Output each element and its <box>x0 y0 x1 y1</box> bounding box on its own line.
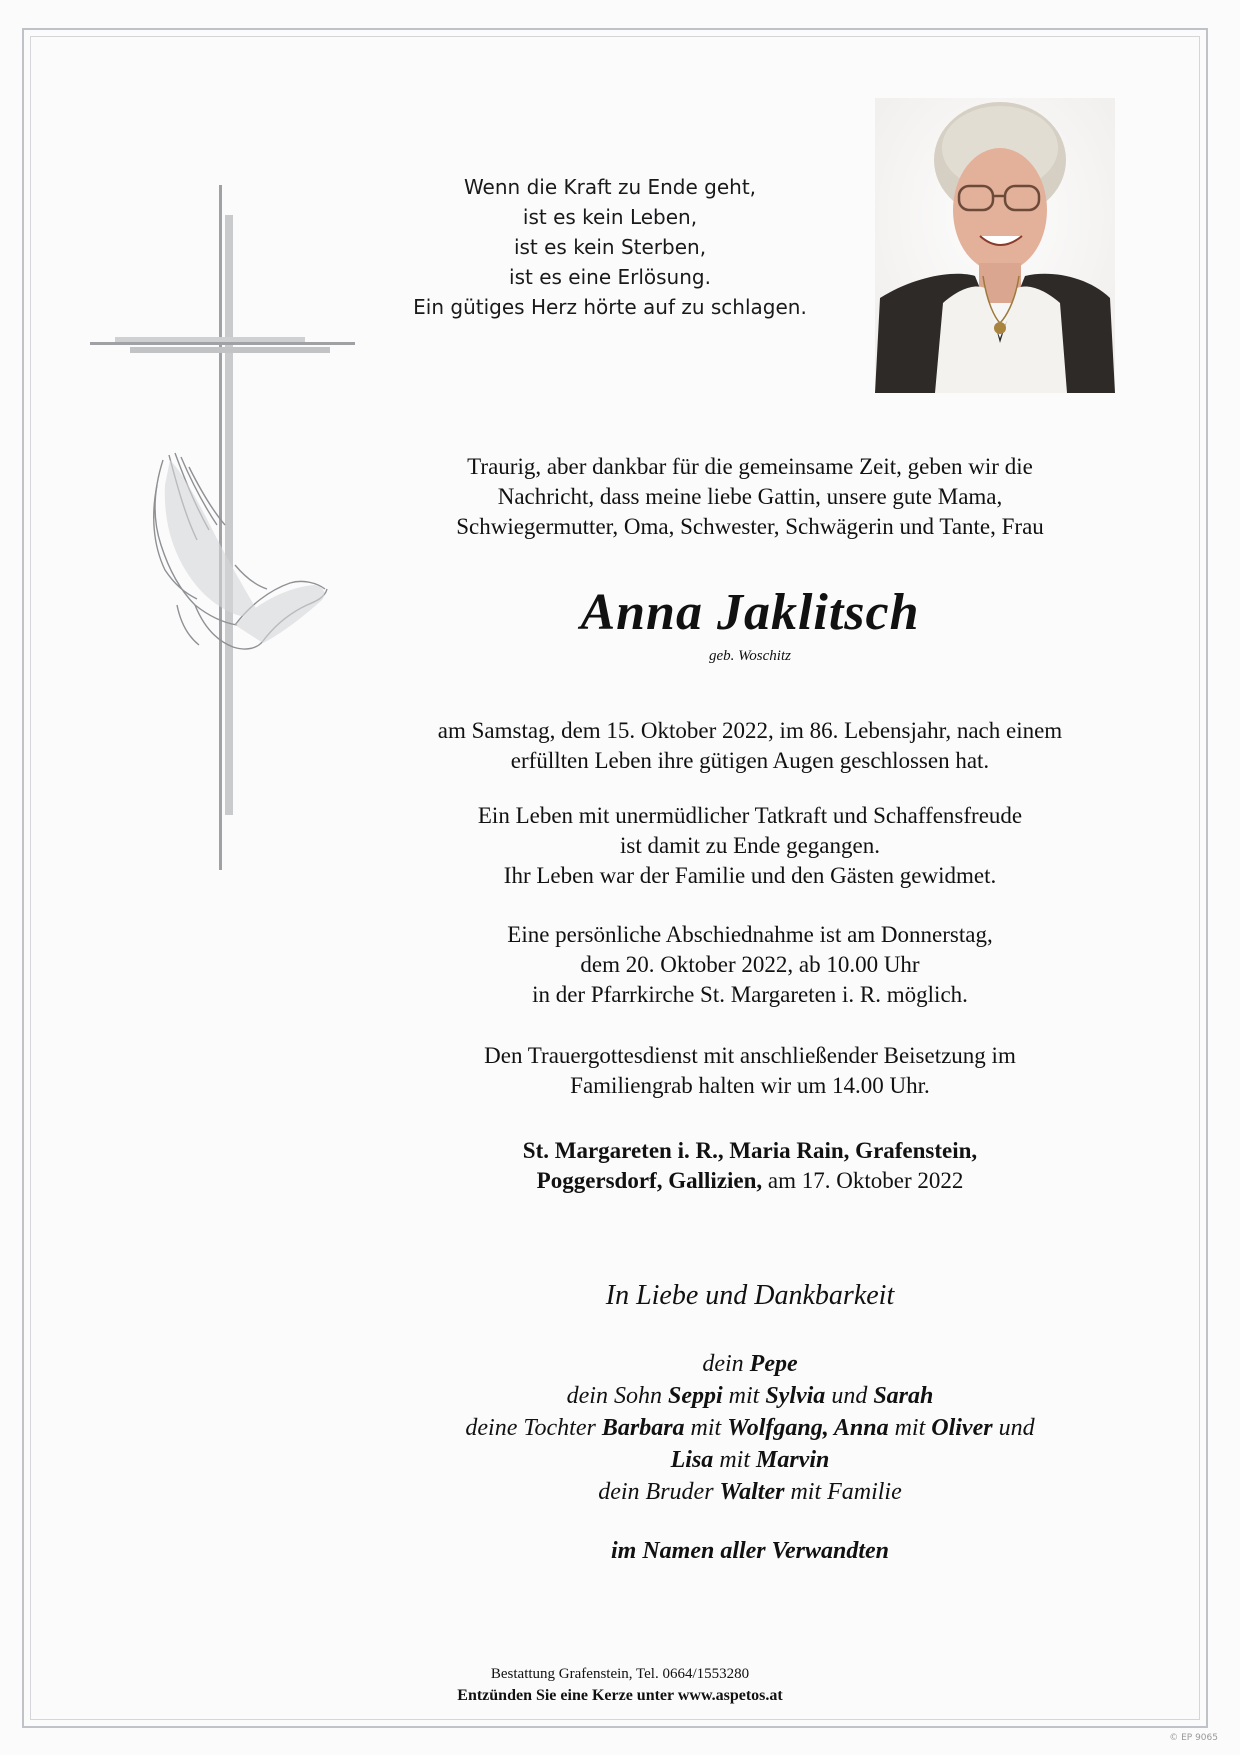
intro-line: Schwiegermutter, Oma, Schwester, Schwägerin und Tante, Frau <box>456 514 1044 539</box>
family-text: und <box>825 1383 874 1409</box>
farewell-line: dem 20. Oktober 2022, ab 10.00 Uhr <box>580 952 920 977</box>
family-member: Lisa <box>670 1447 714 1473</box>
family-line <box>360 1444 1140 1476</box>
family-list <box>360 1348 1140 1508</box>
place-line-2-places: Poggersdorf, Gallizien, <box>536 1168 763 1193</box>
farewell-line: Eine persönliche Abschiednahme ist am Donnerstag, <box>507 922 993 947</box>
family-text: mit <box>684 1415 728 1441</box>
family-member: Oliver <box>931 1415 993 1441</box>
quote-line: Ein gütiges Herz hörte auf zu schlagen. <box>413 295 807 319</box>
family-line <box>360 1412 1140 1444</box>
family-member: Barbara <box>601 1415 685 1441</box>
family-text: mit <box>722 1383 766 1409</box>
intro-text <box>360 452 1140 542</box>
quote-line: ist es kein Sterben, <box>513 235 707 259</box>
family-text: mit <box>888 1415 932 1441</box>
memorial-quote <box>380 172 840 322</box>
funeral-line: Den Trauergottesdienst mit anschließender Beisetzung im <box>484 1043 1016 1068</box>
family-text: und <box>992 1415 1035 1441</box>
quote-line: Wenn die Kraft zu Ende geht, <box>463 175 757 199</box>
cross-with-praying-hands-icon <box>85 185 365 875</box>
life-text <box>360 801 1140 891</box>
family-member: Pepe <box>749 1351 798 1377</box>
family-text: deine Tochter <box>465 1415 602 1441</box>
funeral-home-info: Bestattung Grafenstein, Tel. 0664/1553280 <box>490 1666 750 1682</box>
closing-line: im Namen aller Verwandten <box>610 1538 890 1564</box>
farewell-line: in der Pfarrkirche St. Margareten i. R. möglich. <box>532 982 968 1007</box>
family-member: Sylvia <box>765 1383 826 1409</box>
family-text: dein Bruder <box>598 1479 720 1505</box>
family-line <box>360 1476 1140 1508</box>
intro-line: Traurig, aber dankbar für die gemeinsame Zeit, geben wir die <box>467 454 1033 479</box>
family-line <box>360 1348 1140 1380</box>
place-line-1: St. Margareten i. R., Maria Rain, Grafenstein, <box>522 1138 978 1163</box>
quote-line: ist es kein Leben, <box>522 205 698 229</box>
life-line: Ein Leben mit unermüdlicher Tatkraft und Schaffensfreude <box>477 803 1023 828</box>
death-notice <box>360 716 1140 776</box>
family-member: Seppi <box>667 1383 723 1409</box>
family-text: mit <box>713 1447 756 1473</box>
life-line: ist damit zu Ende gegangen. <box>620 833 880 858</box>
deceased-name: Anna Jaklitsch <box>580 584 920 641</box>
candle-link[interactable]: Entzünden Sie eine Kerze unter www.aspetos.at <box>457 1687 783 1704</box>
death-notice-line: erfüllten Leben ihre gütigen Augen geschlossen hat. <box>510 748 990 773</box>
death-notice-line: am Samstag, dem 15. Oktober 2022, im 86. Lebensjahr, nach einem <box>437 718 1063 743</box>
place-date <box>360 1136 1140 1196</box>
footer <box>300 1664 940 1706</box>
portrait-photo <box>875 98 1115 393</box>
family-text: dein Sohn <box>566 1383 668 1409</box>
funeral-text <box>360 1041 1140 1101</box>
intro-line: Nachricht, dass meine liebe Gattin, unsere gute Mama, <box>497 484 1003 509</box>
birth-name: geb. Woschitz <box>709 648 791 664</box>
family-member: Wolfgang, Anna <box>727 1415 889 1441</box>
print-code: © EP 9065 <box>1169 1733 1218 1743</box>
quote-line: ist es eine Erlösung. <box>509 265 711 289</box>
farewell-text <box>360 920 1140 1010</box>
family-text: dein <box>702 1351 750 1377</box>
place-line-2-date: am 17. Oktober 2022 <box>762 1168 964 1193</box>
family-member: Marvin <box>755 1447 830 1473</box>
funeral-line: Familiengrab halten wir um 14.00 Uhr. <box>570 1073 930 1098</box>
family-line <box>360 1380 1140 1412</box>
life-line: Ihr Leben war der Familie und den Gästen gewidmet. <box>503 863 997 888</box>
family-member: Sarah <box>873 1383 934 1409</box>
family-member: Walter <box>719 1479 785 1505</box>
love-heading: In Liebe und Dankbarkeit <box>605 1280 895 1311</box>
family-text: mit Familie <box>784 1479 902 1505</box>
